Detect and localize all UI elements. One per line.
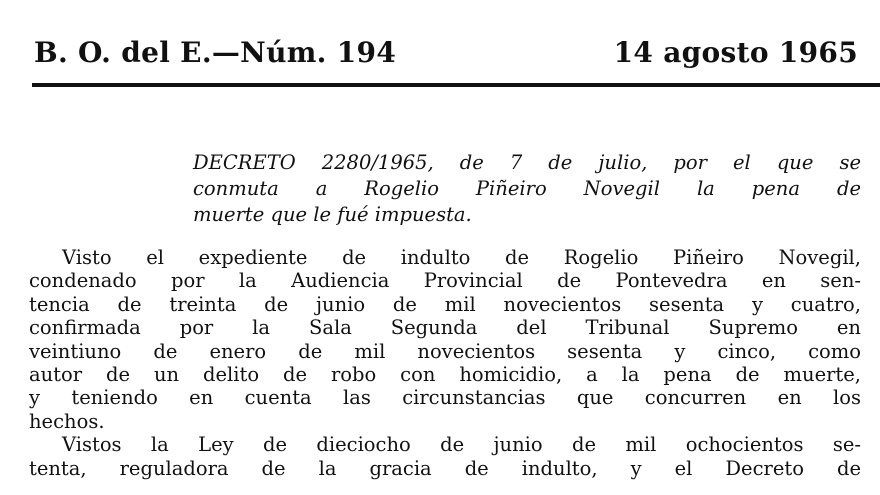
- header-publication-number: B. O. del E.—Núm. 194: [34, 36, 397, 69]
- body-line: hechos.: [29, 409, 105, 433]
- decree-title-line: conmuta a Rogelio Piñeiro Novegil la pena de: [193, 177, 861, 200]
- body-line: Vistos la Ley de dieciocho de junio de mil ochocientos se-: [62, 433, 861, 457]
- decree-title-line: muerte que le fué impuesta.: [193, 203, 472, 226]
- decree-title-line: DECRETO 2280/1965, de 7 de julio, por el que se: [193, 151, 861, 174]
- body-line: veintiuno de enero de mil novecientos sesenta y cinco, como: [29, 339, 861, 363]
- body-line: autor de un delito de robo con homicidio, a la pena de muerte,: [29, 362, 861, 386]
- body-line: condenado por la Audiencia Provincial de Pontevedra en sen-: [29, 269, 861, 293]
- body-line: y teniendo en cuenta las circunstancias que concurren en los: [29, 386, 861, 410]
- decree-body: [29, 246, 861, 480]
- body-line: tencia de treinta de junio de mil novecientos sesenta y cuatro,: [29, 292, 861, 316]
- page-header: [34, 36, 858, 76]
- decree-title: [193, 150, 861, 228]
- body-line: confirmada por la Sala Segunda del Tribunal Supremo en: [29, 316, 861, 340]
- header-rule: [32, 83, 880, 87]
- header-date: 14 agosto 1965: [613, 36, 858, 69]
- body-line: Visto el expediente de indulto de Rogelio Piñeiro Novegil,: [62, 246, 861, 269]
- body-line: tenta, reguladora de la gracia de indulto, y el Decreto de: [29, 456, 861, 480]
